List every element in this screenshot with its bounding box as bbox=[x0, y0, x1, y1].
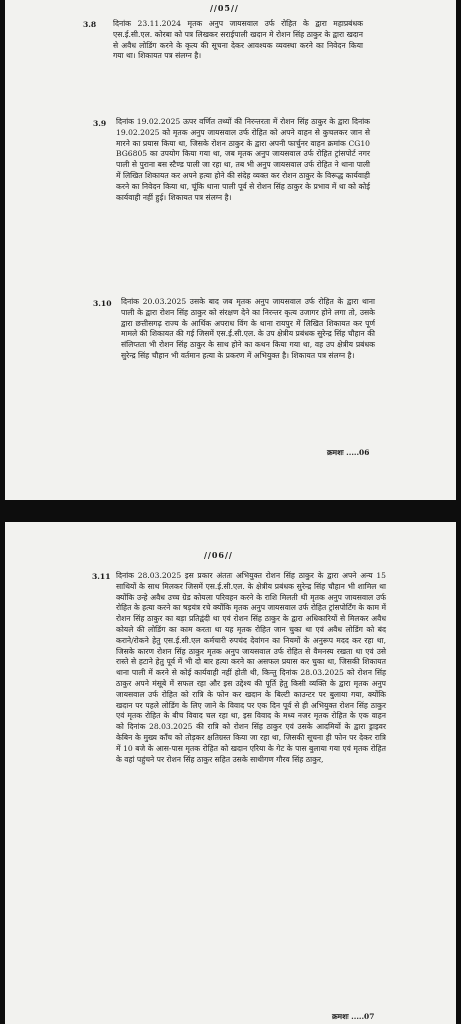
page-number: //05// bbox=[210, 3, 239, 13]
paragraph-3-10: दिनांक 20.03.2025 उसके बाद जब मृतक अनुप जायसवाल उर्फ रोहित के द्वारा थाना पाली के द्वारा रोशन सिंह ठाकुर को संरक्षण देने का निरन्तर कृत्य उजागर होने लगा तो, उसके द्वारा छत्तीसगढ़ राज्य के आर्थिक अपराध विंग के थाना रायपुर में लिखित शिकायत कर पूर्ण मामले की शिकायत की गई जिसमें एस.ई.सी.एल. के उप क्षेत्रीय प्रबंधक सुरेन्द्र सिंह चौहान की संलिप्तता भी रोशन सिंह ठाकुर के साथ होने का कथन किया गया था, वह उप क्षेत्रीय प्रबंधक सुरेन्द्र सिंह चौहान भी वर्तमान हत्या के प्रकरण में अभियुक्त है। शिकायत पत्र संलग्न है। bbox=[121, 297, 375, 360]
paragraph-number: 3.8 bbox=[83, 20, 97, 29]
page-number: //06// bbox=[204, 550, 233, 560]
paragraph-3-8: दिनांक 23.11.2024 मृतक अनुप जायसवाल उर्फ रोहित के द्वारा महाप्रबंधक एस.ई.सी.एल. कोरबा को पत्र लिखकर सराईपाली खदान मे रोशन सिंह ठाकुर के द्वारा खदान से अवैध लोडिंग करने के कृत्य की सूचना देकर आवश्यक व्यवस्था करने का निवेदन किया गया था। शिकायत पत्र संलग्न है। bbox=[113, 19, 363, 61]
paragraph-number: 3.9 bbox=[93, 119, 107, 128]
document-page-05 bbox=[5, 0, 456, 500]
paragraph-number: 3.11 bbox=[92, 572, 111, 581]
document-page-06 bbox=[5, 522, 456, 1024]
paragraph-3-11: दिनांक 28.03.2025 इस प्रकार अंततः अभियुक्त रोशन सिंह ठाकुर के द्वारा अपने अन्य 15 साथियों के साथ मिलकर जिसमें एस.ई.सी.एल. के क्षेत्रीय प्रबंधक सुरेन्द्र सिंह चौहान भी शामिल था क्योंकि उन्हे अवैध उच्च ग्रेड कोयला परिवहन करने के राशि मिलती थी मृतक अनुप जायसवाल उर्फ रोहित के हत्या करने का षड़यंत्र रचे क्योंकि मृतक अनुप जायसवाल उर्फ रोहित ट्रांसपोर्टिंग के काम में रोशन सिंह ठाकुर का बड़ा प्रतिद्वंदी था एवं रोशन सिंह ठाकुर के द्वारा अधिकारियों से मिलकर अवैध कोयले की लोडिंग का काम करता था यह मृतक रोहित जान चुका था एवं अवैध लोडिंग को बंद कराने/रोकने हेतु एस.ई.सी.एल कर्मचारी रुपचंद देवांगन का नियमों के अनुरूप मदद कर रहा था, जिसके कारण रोशन सिंह ठाकुर मृतक अनुप जायसवाल उर्फ रोहित से वैमनस्य रखता था एवं उसे रास्ते से हटाने हेतु पूर्व में भी दो बार हत्या करने का असफल प्रयास कर चुका था, जिसकी शिकायत थाना पाली में करने से कोई कार्यवाही नहीं होती थी, किन्तु दिनांक 28.03.2025 को रोशन सिंह ठाकुर अपने मंसूबे में सफल रहा और इस उद्देश्य की पूर्ति हेतु किसी व्यक्ति के द्वारा मृतक अनुप जायसवाल उर्फ रोहित को रात्रि के फोन कर खदान के बिल्टी काउन्टर पर बुलाया गया, क्योंकि खदान पर पहले लोडिंग के लिए जाने के विवाद पर एक दिन पूर्व से ही अभियुक्त रोशन सिंह ठाकुर एवं मृतक रोहित के बीच विवाद चल रहा था, इस विवाद के मध्य नजर मृतक रोहित के एक वाहन को दिनांक 28.03.2025 की रात्रि को रोशन सिंह ठाकुर एवं उसके आदमियों के द्वारा ड्राइवर केबिन के मुख्य काँच को तोड़कर क्षतिग्रस्त किया जा रहा था, जिसकी सूचना ही फोन पर देकर रात्रि में 10 बजे के आस-पास मृतक रोहित को खदान एरिया के गेट के पास बुलाया गया एवं मृतक रोहित के वहां पहुंचने पर रोशन सिंह ठाकुर सहित उसके साथीगण गौरव सिंह ठाकुर, bbox=[116, 571, 386, 764]
continued-note: क्रमशः .....06 bbox=[327, 448, 370, 457]
continued-note: क्रमशः .....07 bbox=[332, 1012, 375, 1021]
paragraph-3-9: दिनांक 19.02.2025 ऊपर वर्णित तथ्यों की निरन्तरता में रोशन सिंह ठाकुर के द्वारा दिनांक 19.02.2025 को मृतक अनुप जायसवाल उर्फ रोहित को अपने वाहन से कुचलकर जान से मारने का प्रयास किया था, जिसके रोशन ठाकुर के द्वारा अपनी फार्चुनर वाहन क्रमांक CG10 BG6805 का उपयोग किया गया था, जब मृतक अनुप जायसवाल उर्फ रोहित ट्रांसपोर्ट नगर पाली से पुराना बस स्टैण्ड पाली जा रहा था, तब भी अनुप जायसवाल उर्फ रोहित ने थाना पाली में लिखित शिकायत कर अपने हत्या होने की संदेह व्यक्त कर रोशन ठाकुर के विरूद्ध कार्यवाही करने का निवेदन किया था, चूंकि थाना पाली पूर्व से रोशन सिंह ठाकुर के प्रभाव में था को कोई कार्यवाही नहीं हुई। शिकायत पत्र संलग्न है। bbox=[116, 117, 370, 202]
paragraph-number: 3.10 bbox=[93, 299, 112, 308]
